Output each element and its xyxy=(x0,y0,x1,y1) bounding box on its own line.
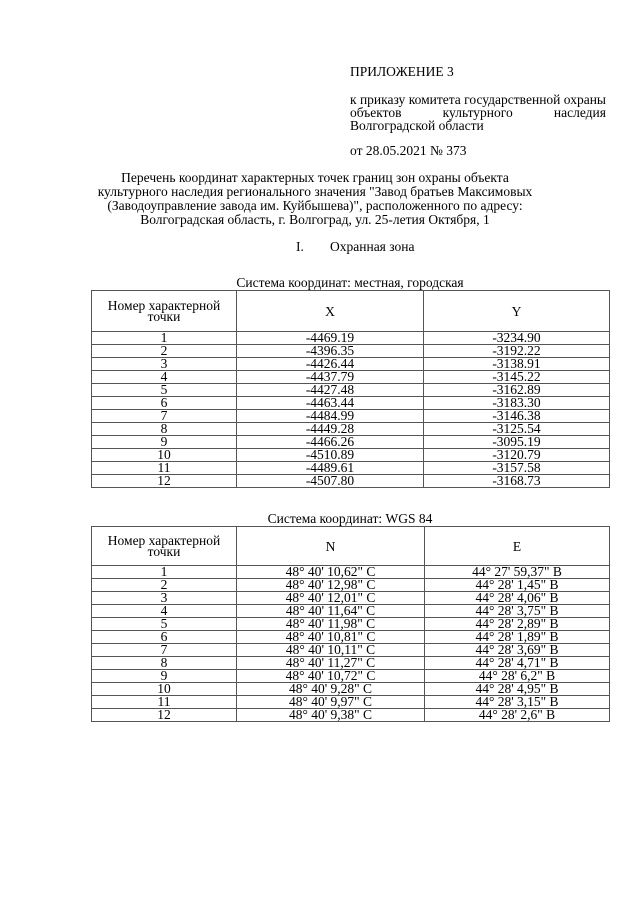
table-cell: 48° 40' 10,11" С xyxy=(237,644,425,657)
table-cell: 5 xyxy=(92,618,237,631)
table-cell: 48° 40' 9,97" С xyxy=(237,696,425,709)
table-cell: -3157.58 xyxy=(424,462,610,475)
table-cell: -3168.73 xyxy=(424,475,610,488)
table-cell: -4426.44 xyxy=(237,358,424,371)
table-cell: 44° 28' 1,89" В xyxy=(425,631,610,644)
wgs-coords-caption: Система координат: WGS 84 xyxy=(267,511,433,526)
table-cell: -3145.22 xyxy=(424,371,610,384)
table-cell: -4396.35 xyxy=(237,345,424,358)
table-cell: 10 xyxy=(92,683,237,696)
table-cell: 11 xyxy=(92,696,237,709)
table-cell: 44° 28' 2,89" В xyxy=(425,618,610,631)
table-cell: -4437.79 xyxy=(237,371,424,384)
appendix-title: ПРИЛОЖЕНИЕ 3 xyxy=(350,64,454,79)
table-cell: 48° 40' 10,72" С xyxy=(237,670,425,683)
table-cell: -4469.19 xyxy=(237,332,424,345)
table-cell: -3183.30 xyxy=(424,397,610,410)
table-cell: -3125.54 xyxy=(424,423,610,436)
table-cell: 7 xyxy=(92,410,237,423)
section-title: Охранная зона xyxy=(330,239,415,254)
table-cell: 5 xyxy=(92,384,237,397)
table-cell: -3162.89 xyxy=(424,384,610,397)
table-cell: -4449.28 xyxy=(237,423,424,436)
table-cell: -4510.89 xyxy=(237,449,424,462)
wgs-coords-table xyxy=(91,526,610,722)
table-cell: 8 xyxy=(92,657,237,670)
table-cell: -3146.38 xyxy=(424,410,610,423)
table-cell: 48° 40' 10,62" С xyxy=(237,566,425,579)
table-cell: 48° 40' 11,27" С xyxy=(237,657,425,670)
local-coords-body xyxy=(92,332,610,488)
col-header-point: Номер характерной точки xyxy=(92,291,237,332)
table-cell: 6 xyxy=(92,397,237,410)
table-cell: -4507.80 xyxy=(237,475,424,488)
table-cell: -3095.19 xyxy=(424,436,610,449)
table-row xyxy=(92,709,610,722)
table-cell: 44° 28' 3,69" В xyxy=(425,644,610,657)
table-cell: 44° 28' 2,6" В xyxy=(425,709,610,722)
table-cell: -3192.22 xyxy=(424,345,610,358)
table-cell: 11 xyxy=(92,462,237,475)
col-header-point: Номер характерной точки xyxy=(92,527,237,566)
col-header-e: E xyxy=(425,527,610,566)
table-cell: -4427.48 xyxy=(237,384,424,397)
table-cell: -4484.99 xyxy=(237,410,424,423)
table-cell: 2 xyxy=(92,579,237,592)
table-cell: 4 xyxy=(92,605,237,618)
table-cell: 1 xyxy=(92,332,237,345)
table-header-row xyxy=(92,527,610,566)
col-header-n: N xyxy=(237,527,425,566)
table-cell: -4489.61 xyxy=(237,462,424,475)
order-reference: к приказу комитета государственной охраны объектов культурного наследия Волгоградской области xyxy=(350,92,606,133)
local-coords-caption: Система координат: местная, городская xyxy=(236,275,464,290)
table-cell: 4 xyxy=(92,371,237,384)
table-cell: -3120.79 xyxy=(424,449,610,462)
table-cell: 8 xyxy=(92,423,237,436)
section-heading xyxy=(296,239,415,255)
table-cell: 44° 27' 59,37" В xyxy=(425,566,610,579)
table-cell: 48° 40' 10,81" С xyxy=(237,631,425,644)
table-row xyxy=(92,475,610,488)
table-cell: 48° 40' 11,98" С xyxy=(237,618,425,631)
table-cell: 2 xyxy=(92,345,237,358)
table-cell: 44° 28' 4,71" В xyxy=(425,657,610,670)
col-header-y: Y xyxy=(424,291,610,332)
table-cell: 48° 40' 9,38" С xyxy=(237,709,425,722)
table-header-row xyxy=(92,291,610,332)
table-cell: 44° 28' 3,75" В xyxy=(425,605,610,618)
table-cell: 9 xyxy=(92,670,237,683)
table-cell: 44° 28' 4,95" В xyxy=(425,683,610,696)
table-cell: 10 xyxy=(92,449,237,462)
table-cell: 48° 40' 12,01" С xyxy=(237,592,425,605)
table-cell: 9 xyxy=(92,436,237,449)
local-coords-table xyxy=(91,290,610,488)
table-cell: 1 xyxy=(92,566,237,579)
table-cell: 44° 28' 1,45" В xyxy=(425,579,610,592)
table-cell: 12 xyxy=(92,475,237,488)
table-cell: 7 xyxy=(92,644,237,657)
table-cell: -4463.44 xyxy=(237,397,424,410)
order-date: от 28.05.2021 № 373 xyxy=(350,143,467,158)
table-cell: 3 xyxy=(92,358,237,371)
table-cell: 48° 40' 11,64" С xyxy=(237,605,425,618)
table-cell: -3234.90 xyxy=(424,332,610,345)
table-cell: 6 xyxy=(92,631,237,644)
table-cell: 44° 28' 3,15" В xyxy=(425,696,610,709)
table-cell: 48° 40' 12,98" С xyxy=(237,579,425,592)
table-cell: -4466.26 xyxy=(237,436,424,449)
table-cell: 3 xyxy=(92,592,237,605)
table-cell: 48° 40' 9,28" С xyxy=(237,683,425,696)
wgs-coords-body xyxy=(92,566,610,722)
section-number: I. xyxy=(296,239,304,254)
document-title: Перечень координат характерных точек границ зон охраны объекта культурного наследия регионального значения "Завод братьев Максимовых (Заводоуправление завода им. Куйбышева)", расположенного по адресу: Волгоградская область, г. Волгоград, ул. 25-летия Октября, 1 xyxy=(97,170,533,227)
table-cell: 44° 28' 4,06" В xyxy=(425,592,610,605)
table-cell: 12 xyxy=(92,709,237,722)
table-cell: 44° 28' 6,2" В xyxy=(425,670,610,683)
table-cell: -3138.91 xyxy=(424,358,610,371)
col-header-x: X xyxy=(237,291,424,332)
